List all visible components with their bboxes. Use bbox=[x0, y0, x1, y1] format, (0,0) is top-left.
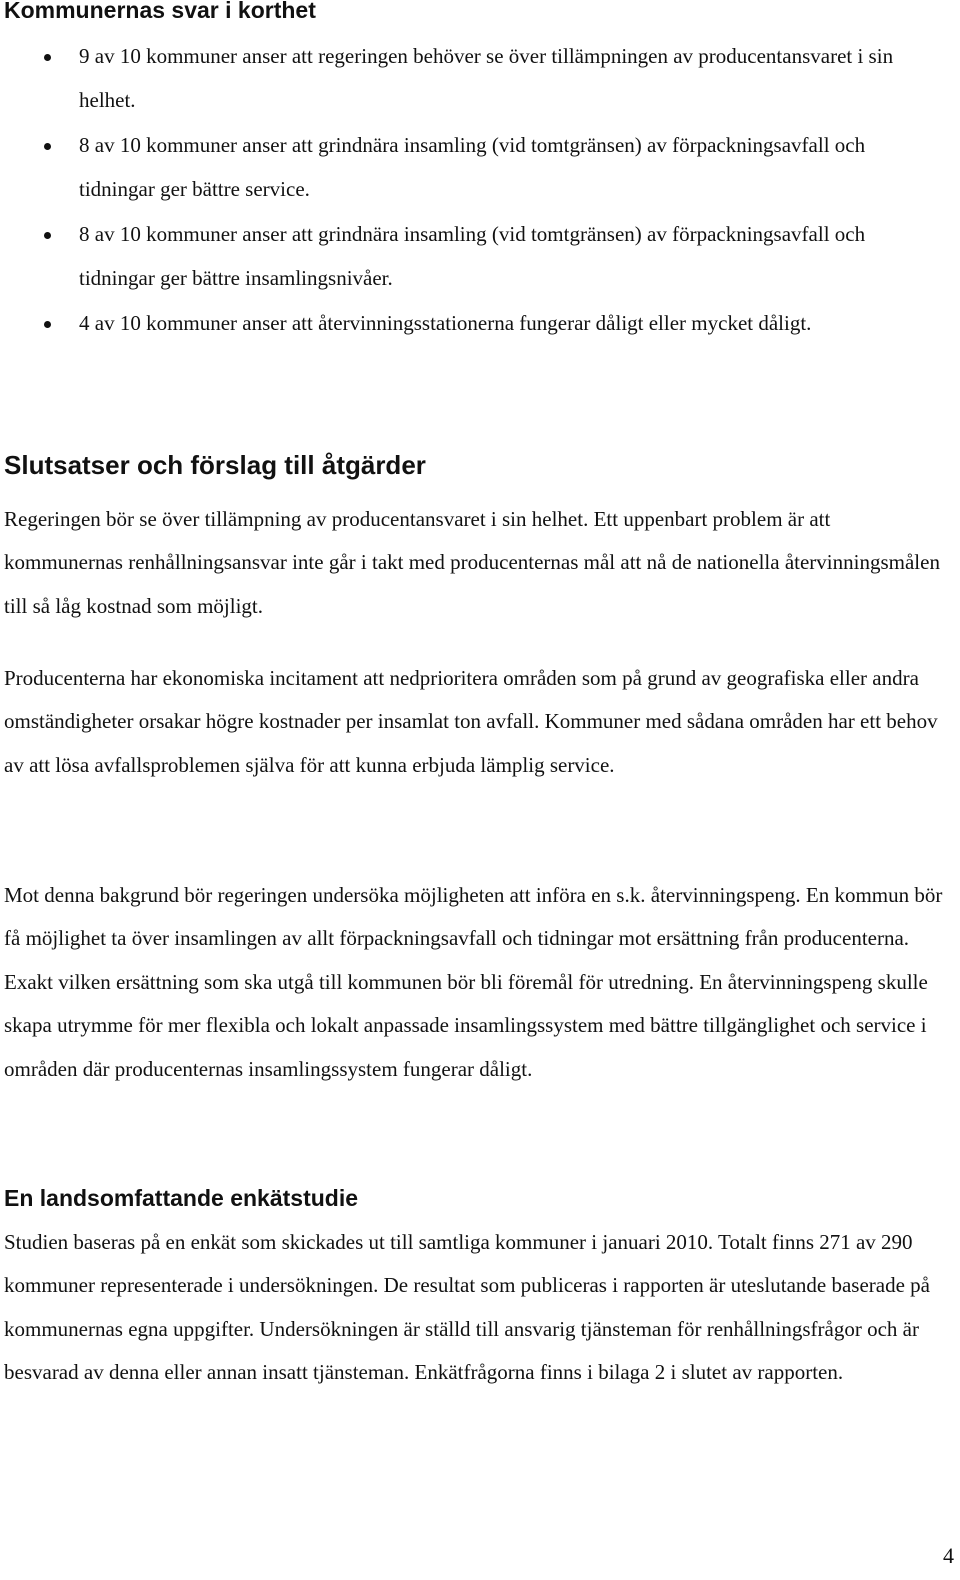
bullet-icon bbox=[44, 143, 51, 150]
section-heading-kommunernas-svar: Kommunernas svar i korthet bbox=[4, 0, 316, 23]
body-paragraph: Producenterna har ekonomiska incitament att nedprioritera områden som på grund av geografiska eller andra omständigheter orsakar högre kostnader per insamlat ton avfall. Kommuner med sådana områden har ett behov av att lösa avfallsproblemen själva för att kunna erbjuda lämplig service. bbox=[4, 666, 938, 777]
bullet-list bbox=[0, 35, 960, 348]
section-heading-enkatstudie: En landsomfattande enkätstudie bbox=[4, 1185, 359, 1211]
bullet-text: 8 av 10 kommuner anser att grindnära insamling (vid tomtgränsen) av förpackningsavfall och tidningar ger bättre insamlingsnivåer. bbox=[79, 222, 866, 290]
bullet-item bbox=[0, 302, 899, 346]
body-paragraph: Mot denna bakgrund bör regeringen undersöka möjligheten att införa en s.k. återvinningspeng. En kommun bör få möjlighet ta över insamlingen av allt förpackningsavfall och tidningar mot ersättning från producenterna. Exakt vilken ersättning som ska utgå till kommunen bör bli föremål för utredning. En återvinningspeng skulle skapa utrymme för mer flexibla och lokalt anpassade insamlingssystem med bättre tillgänglighet och service i områden där producenternas insamlingssystem fungerar dåligt. bbox=[4, 883, 943, 1081]
bullet-icon bbox=[44, 321, 51, 328]
page-number: 4 bbox=[943, 1543, 954, 1568]
bullet-item bbox=[0, 124, 899, 211]
bullet-text: 8 av 10 kommuner anser att grindnära insamling (vid tomtgränsen) av förpackningsavfall och tidningar ger bättre service. bbox=[79, 133, 866, 201]
bullet-item bbox=[0, 35, 899, 122]
bullet-item bbox=[0, 213, 899, 300]
body-paragraph: Regeringen bör se över tillämpning av producentansvaret i sin helhet. Ett uppenbart problem är att kommunernas renhållningsansvar inte går i takt med producenternas mål att nå de nationella återvinningsmålen till så låg kostnad som möjligt. bbox=[4, 507, 940, 618]
bullet-text: 9 av 10 kommuner anser att regeringen behöver se över tillämpningen av producentansvaret i sin helhet. bbox=[79, 44, 894, 112]
bullet-icon bbox=[44, 54, 51, 61]
bullet-text: 4 av 10 kommuner anser att återvinningsstationerna fungerar dåligt eller mycket dåligt. bbox=[79, 311, 812, 335]
section-heading-slutsatser: Slutsatser och förslag till åtgärder bbox=[4, 450, 426, 480]
body-paragraph: Studien baseras på en enkät som skickades ut till samtliga kommuner i januari 2010. Totalt finns 271 av 290 kommuner representerade i undersökningen. De resultat som publiceras i rapporten är uteslutande baserade på kommunernas egna uppgifter. Undersökningen är ställd till ansvarig tjänsteman för renhållningsfrågor och är besvarad av denna eller annan insatt tjänsteman. Enkätfrågorna finns i bilaga 2 i slutet av rapporten. bbox=[4, 1230, 930, 1385]
bullet-icon bbox=[44, 232, 51, 239]
